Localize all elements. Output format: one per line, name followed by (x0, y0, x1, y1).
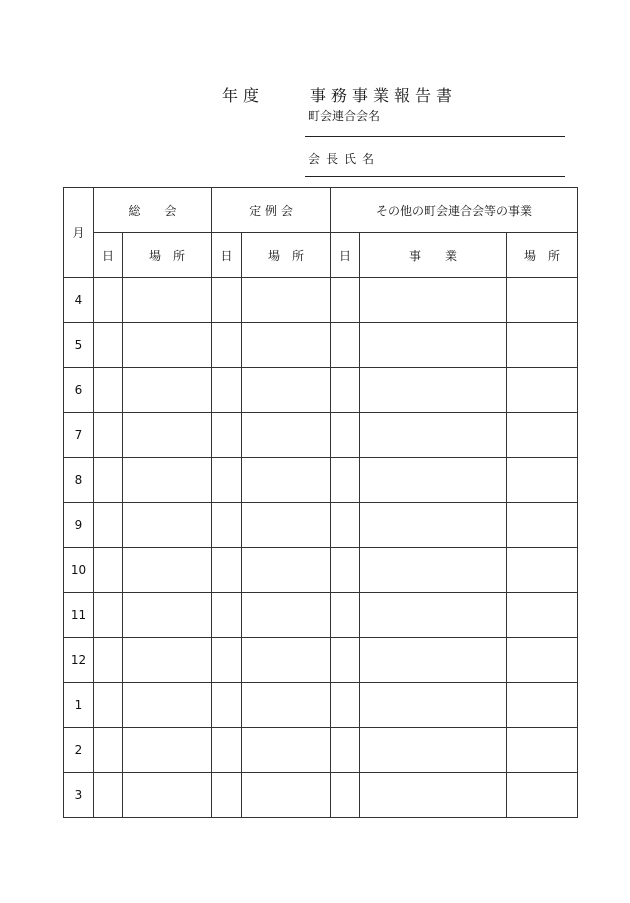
regular-place-cell[interactable] (242, 728, 331, 773)
other-place-cell[interactable] (507, 638, 578, 683)
other-project-cell[interactable] (360, 683, 507, 728)
general-place-cell[interactable] (123, 728, 212, 773)
other-day-cell[interactable] (331, 773, 360, 818)
chairperson-name-line (305, 176, 565, 177)
general-place-cell[interactable] (123, 503, 212, 548)
general-place-header: 場 所 (123, 233, 212, 278)
general-day-header: 日 (94, 233, 123, 278)
regular-day-cell[interactable] (212, 413, 242, 458)
other-day-cell[interactable] (331, 368, 360, 413)
regular-place-cell[interactable] (242, 773, 331, 818)
table-row (64, 638, 578, 683)
table-row (64, 683, 578, 728)
month-cell: 5 (64, 323, 94, 368)
other-day-cell[interactable] (331, 638, 360, 683)
other-project-cell[interactable] (360, 593, 507, 638)
regular-place-header: 場 所 (242, 233, 331, 278)
other-project-cell[interactable] (360, 458, 507, 503)
other-day-cell[interactable] (331, 458, 360, 503)
table-row (64, 278, 578, 323)
other-place-cell[interactable] (507, 413, 578, 458)
general-day-cell[interactable] (94, 278, 123, 323)
regular-meeting-header: 定 例 会 (212, 188, 331, 233)
general-place-cell[interactable] (123, 773, 212, 818)
general-day-cell[interactable] (94, 323, 123, 368)
other-day-cell[interactable] (331, 278, 360, 323)
regular-day-cell[interactable] (212, 638, 242, 683)
other-place-cell[interactable] (507, 548, 578, 593)
general-place-cell[interactable] (123, 638, 212, 683)
chairperson-name-label: 会長氏名 (308, 152, 381, 166)
regular-place-cell[interactable] (242, 638, 331, 683)
regular-place-cell[interactable] (242, 323, 331, 368)
regular-day-header: 日 (212, 233, 242, 278)
other-project-cell[interactable] (360, 773, 507, 818)
month-cell: 12 (64, 638, 94, 683)
other-project-header: 事 業 (360, 233, 507, 278)
month-column-header: 月 (64, 188, 94, 278)
month-cell: 4 (64, 278, 94, 323)
association-name-label: 町会連合会名 (308, 109, 381, 123)
regular-place-cell[interactable] (242, 683, 331, 728)
month-cell: 10 (64, 548, 94, 593)
other-projects-header: その他の町会連合会等の事業 (331, 188, 578, 233)
table-row (64, 368, 578, 413)
general-day-cell[interactable] (94, 593, 123, 638)
regular-day-cell[interactable] (212, 728, 242, 773)
regular-day-cell[interactable] (212, 683, 242, 728)
general-day-cell[interactable] (94, 683, 123, 728)
general-place-cell[interactable] (123, 323, 212, 368)
regular-day-cell[interactable] (212, 368, 242, 413)
table-row (64, 728, 578, 773)
month-cell: 3 (64, 773, 94, 818)
other-place-header: 場 所 (507, 233, 578, 278)
regular-place-cell[interactable] (242, 278, 331, 323)
table-row (64, 773, 578, 818)
other-day-cell[interactable] (331, 413, 360, 458)
title-year: 年度 (222, 86, 265, 105)
month-cell: 8 (64, 458, 94, 503)
other-project-cell[interactable] (360, 368, 507, 413)
table-row (64, 413, 578, 458)
other-day-cell[interactable] (331, 728, 360, 773)
association-name-line (305, 136, 565, 137)
general-place-cell[interactable] (123, 683, 212, 728)
table-row (64, 593, 578, 638)
month-cell: 9 (64, 503, 94, 548)
other-project-cell[interactable] (360, 548, 507, 593)
general-day-cell[interactable] (94, 458, 123, 503)
month-cell: 2 (64, 728, 94, 773)
other-place-cell[interactable] (507, 368, 578, 413)
general-place-cell[interactable] (123, 593, 212, 638)
page-title: 事務事業報告書 (310, 86, 458, 105)
regular-day-cell[interactable] (212, 773, 242, 818)
regular-place-cell[interactable] (242, 593, 331, 638)
report-table (63, 187, 578, 818)
other-place-cell[interactable] (507, 278, 578, 323)
other-place-cell[interactable] (507, 323, 578, 368)
table-row (64, 323, 578, 368)
regular-day-cell[interactable] (212, 548, 242, 593)
general-day-cell[interactable] (94, 548, 123, 593)
general-day-cell[interactable] (94, 638, 123, 683)
general-place-cell[interactable] (123, 278, 212, 323)
other-place-cell[interactable] (507, 503, 578, 548)
table-row (64, 548, 578, 593)
other-project-cell[interactable] (360, 728, 507, 773)
general-day-cell[interactable] (94, 413, 123, 458)
regular-day-cell[interactable] (212, 503, 242, 548)
other-project-cell[interactable] (360, 503, 507, 548)
table-row (64, 458, 578, 503)
month-cell: 1 (64, 683, 94, 728)
other-place-cell[interactable] (507, 593, 578, 638)
general-place-cell[interactable] (123, 368, 212, 413)
other-day-cell[interactable] (331, 593, 360, 638)
other-project-cell[interactable] (360, 638, 507, 683)
regular-place-cell[interactable] (242, 548, 331, 593)
regular-day-cell[interactable] (212, 278, 242, 323)
month-cell: 7 (64, 413, 94, 458)
month-cell: 6 (64, 368, 94, 413)
other-place-cell[interactable] (507, 683, 578, 728)
general-day-cell[interactable] (94, 773, 123, 818)
other-day-header: 日 (331, 233, 360, 278)
other-place-cell[interactable] (507, 728, 578, 773)
general-day-cell[interactable] (94, 503, 123, 548)
general-meeting-header: 総 会 (94, 188, 212, 233)
regular-place-cell[interactable] (242, 503, 331, 548)
header-row-groups (64, 188, 578, 233)
regular-place-cell[interactable] (242, 413, 331, 458)
table-row (64, 503, 578, 548)
other-day-cell[interactable] (331, 683, 360, 728)
other-day-cell[interactable] (331, 323, 360, 368)
other-day-cell[interactable] (331, 503, 360, 548)
other-day-cell[interactable] (331, 548, 360, 593)
regular-place-cell[interactable] (242, 458, 331, 503)
regular-day-cell[interactable] (212, 323, 242, 368)
general-place-cell[interactable] (123, 413, 212, 458)
general-place-cell[interactable] (123, 548, 212, 593)
header-row-subheaders (64, 233, 578, 278)
other-place-cell[interactable] (507, 458, 578, 503)
other-project-cell[interactable] (360, 278, 507, 323)
general-day-cell[interactable] (94, 728, 123, 773)
month-cell: 11 (64, 593, 94, 638)
regular-day-cell[interactable] (212, 458, 242, 503)
regular-day-cell[interactable] (212, 593, 242, 638)
regular-place-cell[interactable] (242, 368, 331, 413)
other-place-cell[interactable] (507, 773, 578, 818)
general-day-cell[interactable] (94, 368, 123, 413)
other-project-cell[interactable] (360, 413, 507, 458)
general-place-cell[interactable] (123, 458, 212, 503)
other-project-cell[interactable] (360, 323, 507, 368)
